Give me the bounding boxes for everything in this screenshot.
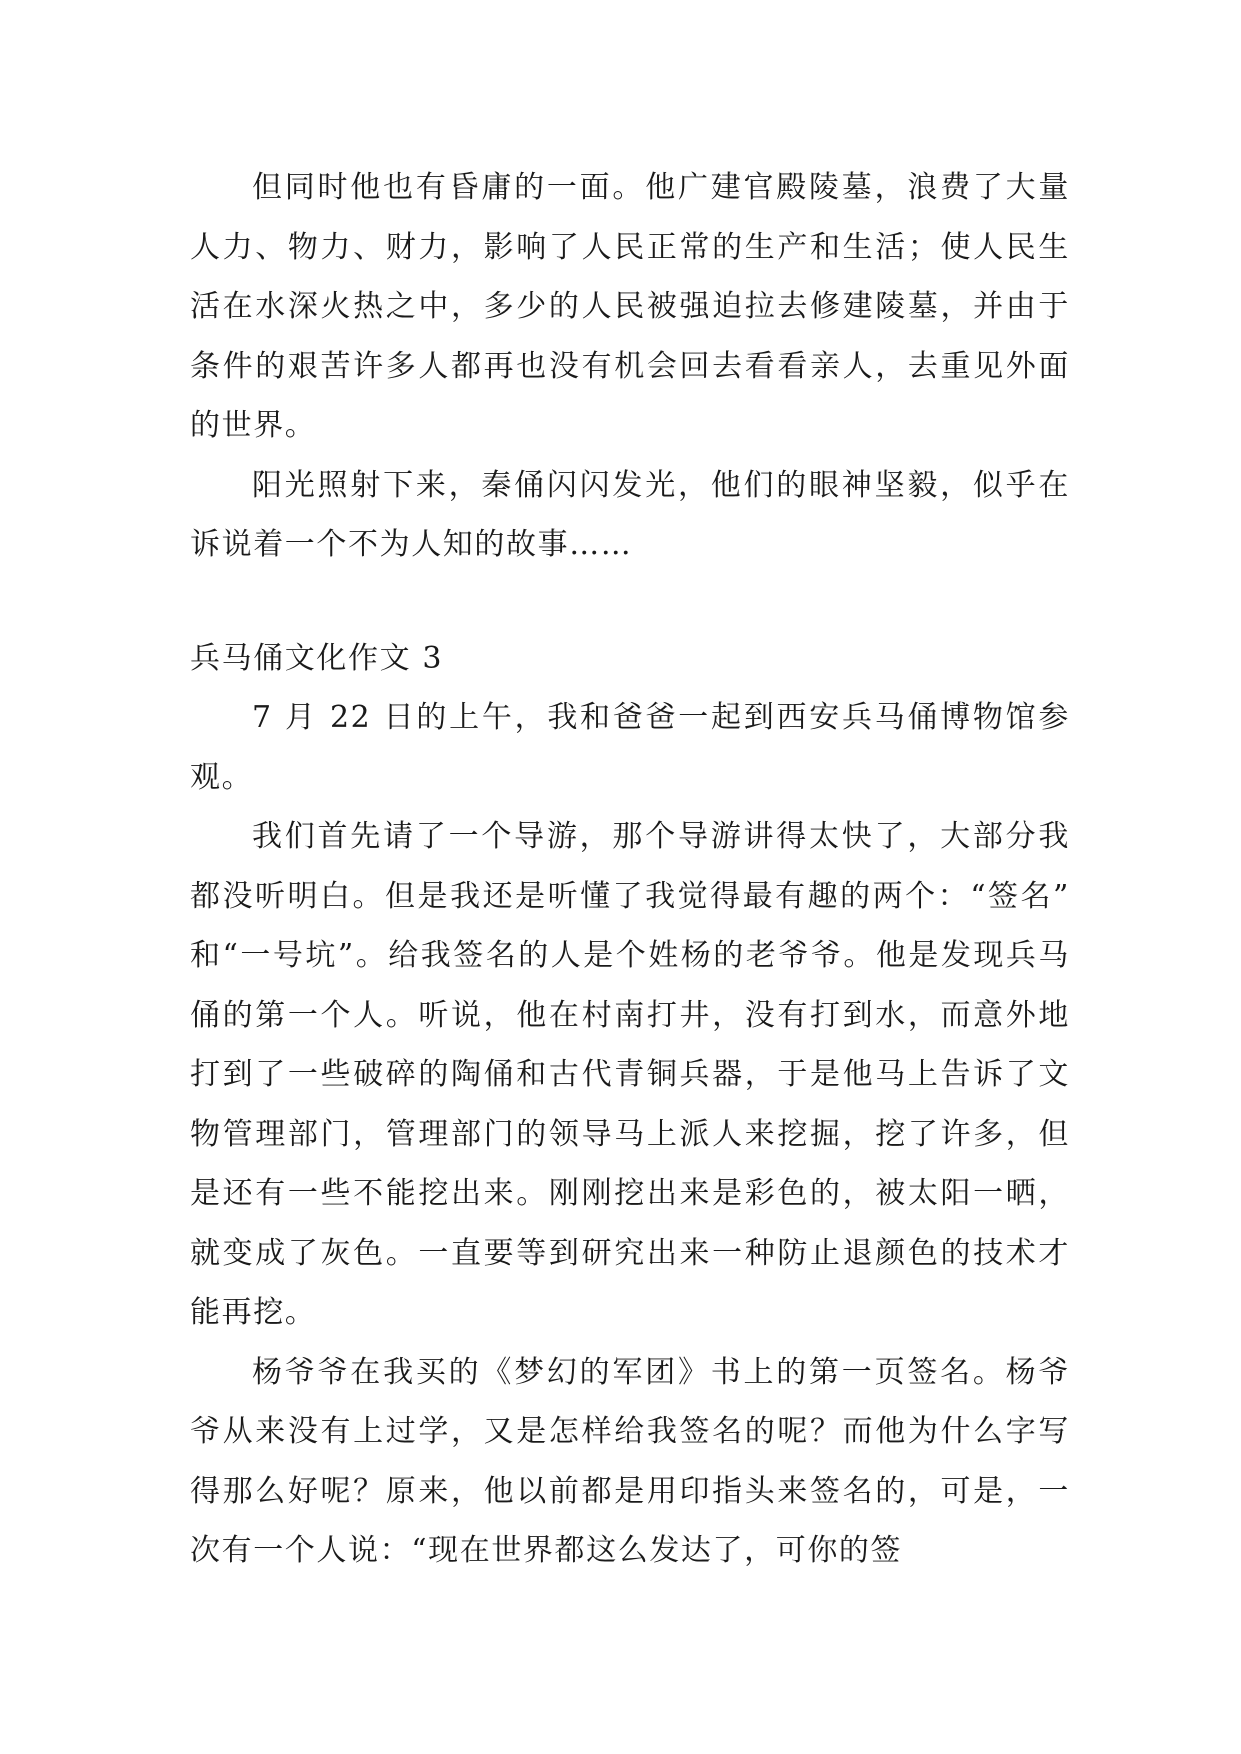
- paragraph: 杨爷爷在我买的《梦幻的军团》书上的第一页签名。杨爷爷从来没有上过学，又是怎样给我签名的呢？而他为什么字写得那么好呢？原来，他以前都是用印指头来签名的，可是，一次有一个人说：“现在世界都这么发达了，可你的签: [190, 1354, 1070, 1568]
- paragraph: 7 月 22 日的上午，我和爸爸一起到西安兵马俑博物馆参观。: [190, 700, 1070, 795]
- document-body: [190, 158, 1070, 1581]
- paragraph: 阳光照射下来，秦俑闪闪发光，他们的眼神坚毅，似乎在诉说着一个不为人知的故事……: [190, 467, 1070, 562]
- paragraph: 我们首先请了一个导游，那个导游讲得太快了，大部分我都没听明白。但是我还是听懂了我觉得最有趣的两个：“签名”和“一号坑”。给我签名的人是个姓杨的老爷爷。他是发现兵马俑的第一个人。听说，他在村南打井，没有打到水，而意外地打到了一些破碎的陶俑和古代青铜兵器，于是他马上告诉了文物管理部门，管理部门的领导马上派人来挖掘，挖了许多，但是还有一些不能挖出来。刚刚挖出来是彩色的，被太阳一晒，就变成了灰色。一直要等到研究出来一种防止退颜色的技术才能再挖。: [190, 819, 1070, 1330]
- paragraph: 但同时他也有昏庸的一面。他广建官殿陵墓，浪费了大量人力、物力、财力，影响了人民正常的生产和生活；使人民生活在水深火热之中，多少的人民被强迫拉去修建陵墓，并由于条件的艰苦许多人都再也没有机会回去看看亲人，去重见外面的世界。: [190, 170, 1070, 443]
- section-spacer: [190, 575, 1070, 629]
- section-title: 兵马俑文化作文 3: [190, 640, 444, 676]
